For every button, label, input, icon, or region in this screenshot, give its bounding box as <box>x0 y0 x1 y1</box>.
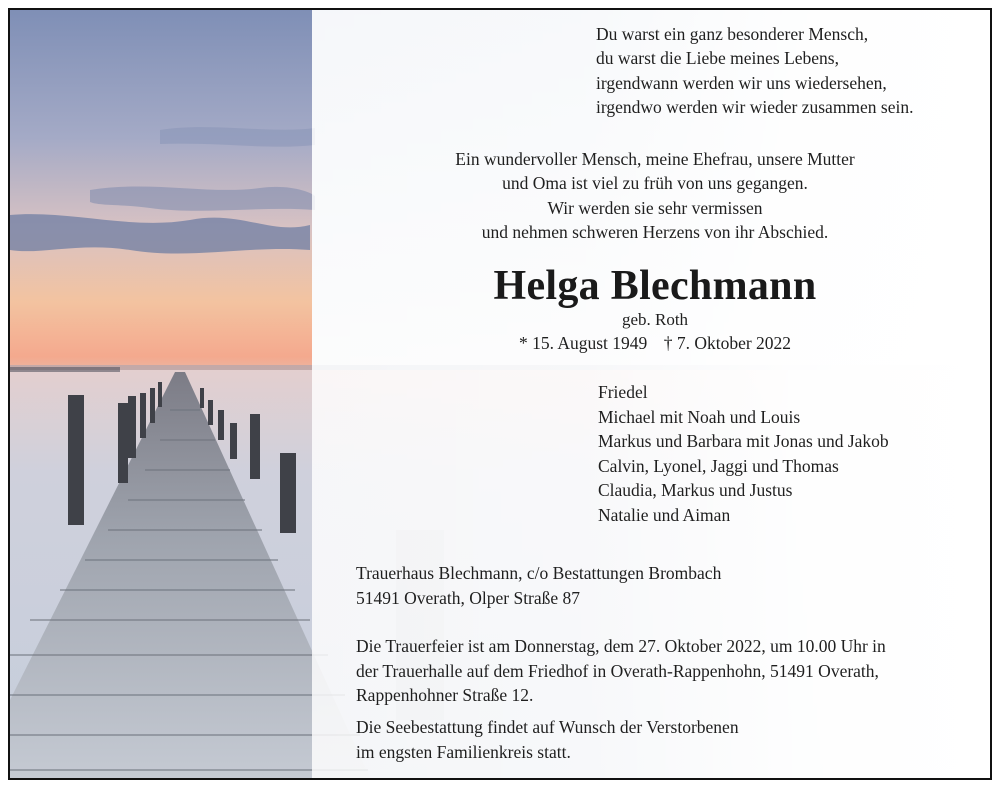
obituary-frame <box>8 8 992 780</box>
ceremony-info <box>356 634 886 708</box>
life-dates <box>410 333 900 354</box>
death-date: † 7. Oktober 2022 <box>663 333 792 353</box>
ceremony-line: Die Trauerfeier ist am Donnerstag, dem 27. Oktober 2022, um 10.00 Uhr in <box>356 636 886 656</box>
deceased-name: Helga Blechmann <box>493 263 817 309</box>
ceremony-line: Rappenhohner Straße 12. <box>356 685 534 705</box>
intro-line: Wir werden sie sehr vermissen <box>547 197 763 218</box>
mourning-address <box>356 561 721 610</box>
burial-line: Die Seebestattung findet auf Wunsch der Verstorbenen <box>356 717 739 737</box>
family-member: Markus und Barbara mit Jonas und Jakob <box>598 431 889 451</box>
intro-line: und Oma ist viel zu früh von uns gegangen. <box>502 173 808 194</box>
family-member: Natalie und Aiman <box>598 504 731 525</box>
intro-line: Ein wundervoller Mensch, meine Ehefrau, unsere Mutter <box>455 149 855 169</box>
birth-date: * 15. August 1949 <box>518 333 648 353</box>
ceremony-line: der Trauerhalle auf dem Friedhof in Overath-Rappenhohn, 51491 Overath, <box>356 660 879 681</box>
family-member: Friedel <box>598 382 648 402</box>
poem-line: irgendwann werden wir uns wiedersehen, <box>596 72 887 93</box>
family-member: Claudia, Markus und Justus <box>598 480 793 500</box>
address-line: 51491 Overath, Olper Straße 87 <box>356 587 581 608</box>
intro-line: und nehmen schweren Herzens von ihr Abschied. <box>481 221 829 242</box>
intro-text <box>410 147 900 244</box>
burial-line: im engsten Familienkreis statt. <box>356 741 571 762</box>
poem <box>596 22 914 119</box>
poem-line: du warst die Liebe meines Lebens, <box>596 48 839 69</box>
birth-name: geb. Roth <box>621 310 689 329</box>
family-list <box>598 380 889 527</box>
poem-line: irgendwo werden wir wieder zusammen sein. <box>596 96 914 117</box>
poem-line: Du warst ein ganz besonderer Mensch, <box>596 24 869 44</box>
burial-info <box>356 715 739 764</box>
address-line: Trauerhaus Blechmann, c/o Bestattungen Brombach <box>356 563 722 583</box>
family-member: Michael mit Noah und Louis <box>598 406 801 427</box>
family-member: Calvin, Lyonel, Jaggi und Thomas <box>598 455 839 476</box>
